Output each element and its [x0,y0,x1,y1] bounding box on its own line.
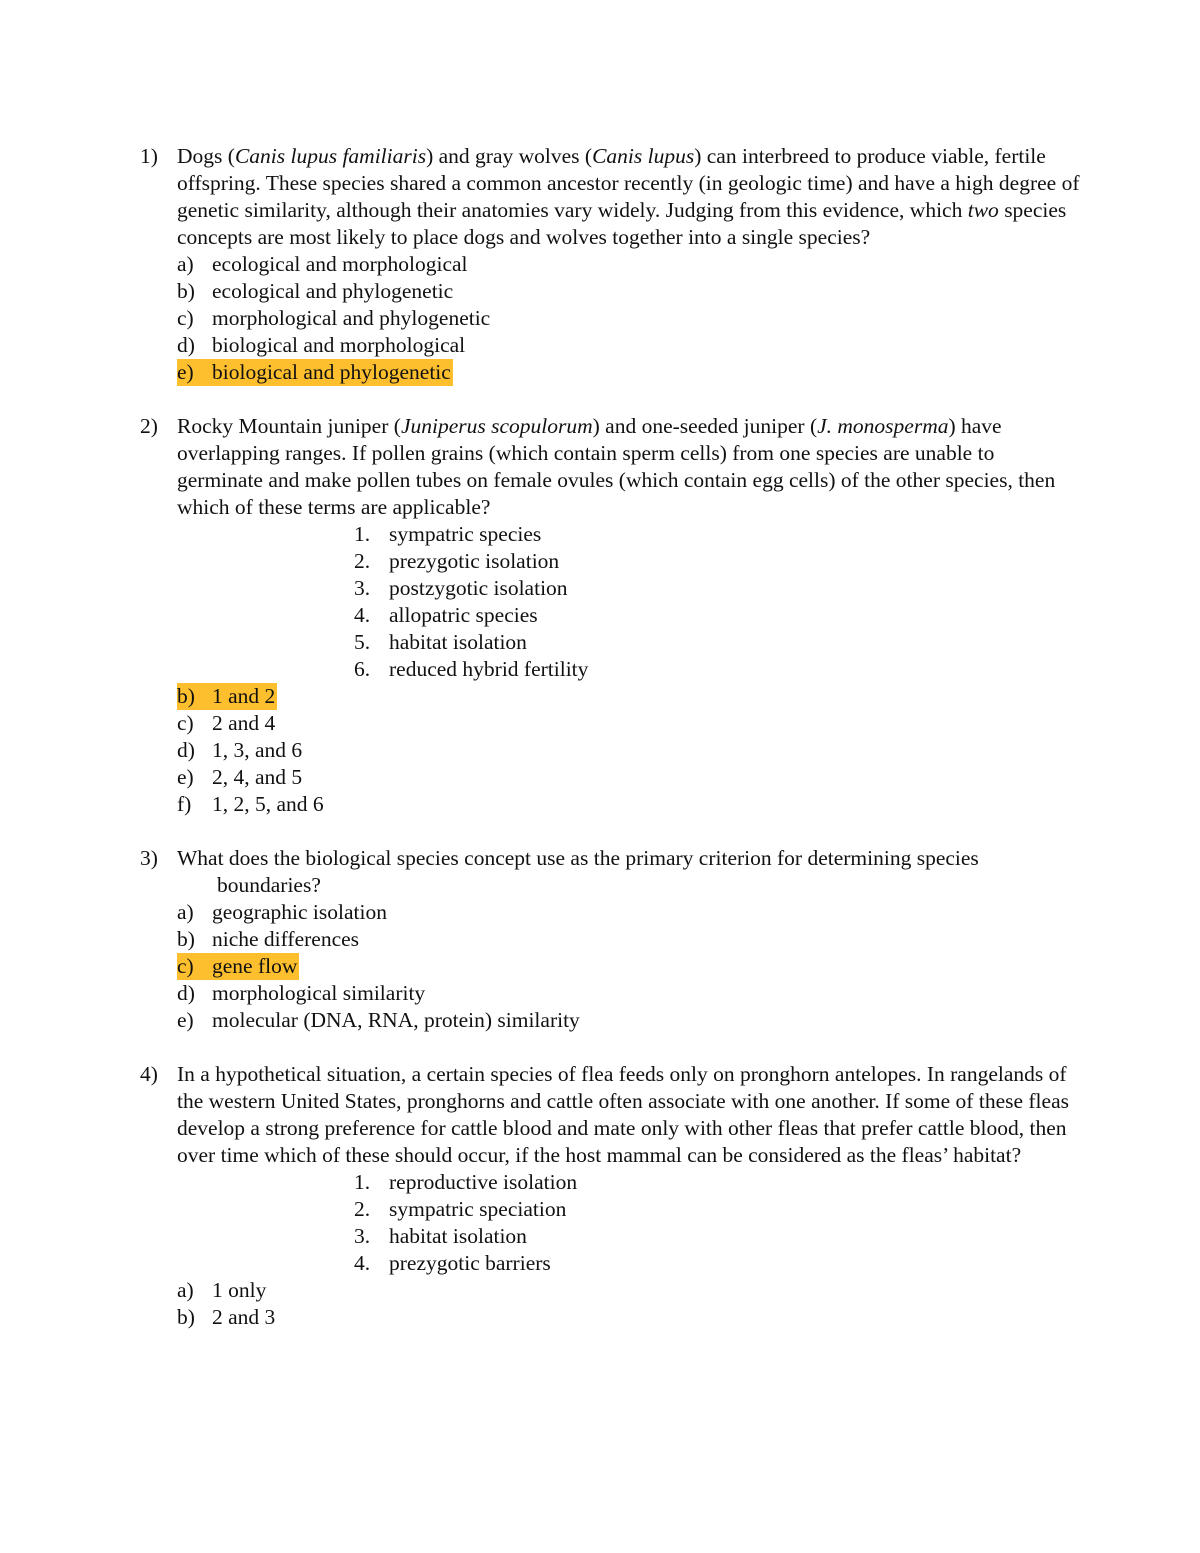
stem-text: ) can interbreed to produce viable, fertile offspring. These species shared a common ancestor recently (in geologic time) and have a high degree of genetic similarity, although their anatomies vary widely. Judging from this evidence, which [177,144,1080,222]
term-number: 2. [354,549,371,573]
stem-text: In a hypothetical situation, a certain species of flea feeds only on pronghorn antelopes. In rangelands of the western United States, pronghorns and cattle often associate with one another. If some of these fleas develop a strong preference for cattle blood and mate only with other fleas that prefer cattle blood, then over time which of these should occur, if the host mammal can be considered as the fleas’ habitat? [177,1062,1069,1167]
option-text: 1, 2, 5, and 6 [212,792,324,816]
question-stem [177,413,1080,521]
term-number: 3. [354,1224,371,1248]
term-text: sympatric speciation [389,1197,567,1221]
answer-options [177,683,1080,818]
option-text: 2 and 4 [212,711,276,735]
term-number: 3. [354,576,371,600]
term-number: 4. [354,603,371,627]
option-letter: e) [177,1008,194,1032]
term-item [354,1196,1080,1223]
option-text: morphological and phylogenetic [212,306,491,330]
answer-option [177,899,1080,926]
answer-options [177,899,1080,1034]
term-list [177,1169,1080,1277]
answer-option [177,305,1080,332]
option-text: morphological similarity [212,981,426,1005]
option-text: 2 and 3 [212,1305,276,1329]
answer-option [177,278,1080,305]
term-text: habitat isolation [389,1224,527,1248]
question-2 [140,413,1080,818]
option-text: niche differences [212,927,360,951]
term-item [354,602,1080,629]
term-item [354,1223,1080,1250]
answer-option [177,1304,1080,1331]
option-text: 1 only [212,1278,267,1302]
species-name: two [967,198,999,222]
term-number: 1. [354,1170,371,1194]
option-letter: c) [177,306,194,330]
question-list [140,143,1080,1358]
term-item [354,575,1080,602]
option-letter: a) [177,1278,194,1302]
stem-text: What does the biological species concept use as the primary criterion for determining species boundaries? [177,846,979,897]
option-text: ecological and phylogenetic [212,279,454,303]
option-letter: e) [177,360,194,384]
answer-option [177,1007,1080,1034]
term-item [354,629,1080,656]
highlighted-answer [177,953,299,980]
stem-text: ) and one-seeded juniper ( [592,414,818,438]
answer-option [177,737,1080,764]
question-number: 3) [140,846,158,870]
question-stem [177,143,1080,251]
option-text: molecular (DNA, RNA, protein) similarity [212,1008,580,1032]
option-text: 2, 4, and 5 [212,765,303,789]
answer-option [177,332,1080,359]
term-item [354,548,1080,575]
term-number: 4. [354,1251,371,1275]
option-letter: f) [177,792,192,816]
term-text: allopatric species [389,603,538,627]
question-number: 2) [140,414,158,438]
answer-option [177,251,1080,278]
answer-option [177,764,1080,791]
stem-text: species concepts are most likely to place dogs and wolves together into a single species? [177,198,1067,249]
question-number: 1) [140,144,158,168]
term-text: prezygotic barriers [389,1251,551,1275]
species-name: Canis lupus [592,144,695,168]
option-letter: c) [177,711,194,735]
highlighted-answer [177,683,277,710]
option-letter: a) [177,252,194,276]
term-number: 5. [354,630,371,654]
term-text: reduced hybrid fertility [389,657,589,681]
term-text: reproductive isolation [389,1170,578,1194]
term-number: 6. [354,657,371,681]
term-text: prezygotic isolation [389,549,560,573]
option-letter: b) [177,684,195,708]
stem-text: Dogs ( [177,144,235,168]
question-stem [177,845,1080,899]
answer-options [177,251,1080,386]
option-text: gene flow [212,954,298,978]
option-letter: c) [177,954,194,978]
answer-option [177,1277,1080,1304]
term-number: 1. [354,522,371,546]
species-name: J. monosperma [817,414,949,438]
option-letter: b) [177,927,195,951]
option-text: geographic isolation [212,900,387,924]
question-4 [140,1061,1080,1331]
option-text: biological and phylogenetic [212,360,451,384]
option-letter: e) [177,765,194,789]
term-text: habitat isolation [389,630,527,654]
species-name: Canis lupus familiaris [234,144,427,168]
stem-text: Rocky Mountain juniper ( [177,414,401,438]
option-letter: a) [177,900,194,924]
answer-options [177,1277,1080,1331]
question-1 [140,143,1080,386]
option-letter: d) [177,981,195,1005]
answer-option [177,926,1080,953]
option-text: 1, 3, and 6 [212,738,303,762]
stem-text: ) and gray wolves ( [426,144,593,168]
question-3 [140,845,1080,1034]
option-letter: d) [177,333,195,357]
term-item [354,656,1080,683]
answer-option [177,980,1080,1007]
option-letter: b) [177,1305,195,1329]
term-text: postzygotic isolation [389,576,568,600]
option-text: ecological and morphological [212,252,468,276]
question-stem [177,1061,1080,1169]
stem-text: ) have overlapping ranges. If pollen grains (which contain sperm cells) from one species are unable to germinate and make pollen tubes on female ovules (which contain egg cells) of the other species, then which of these terms are applicable? [177,414,1056,519]
question-number: 4) [140,1062,158,1086]
term-list [177,521,1080,683]
option-text: 1 and 2 [212,684,276,708]
option-letter: b) [177,279,195,303]
answer-option [177,791,1080,818]
option-letter: d) [177,738,195,762]
term-item [354,521,1080,548]
term-item [354,1169,1080,1196]
answer-option [177,710,1080,737]
option-text: biological and morphological [212,333,466,357]
term-text: sympatric species [389,522,542,546]
species-name: Juniperus scopulorum [400,414,593,438]
term-number: 2. [354,1197,371,1221]
term-item [354,1250,1080,1277]
highlighted-answer [177,359,453,386]
